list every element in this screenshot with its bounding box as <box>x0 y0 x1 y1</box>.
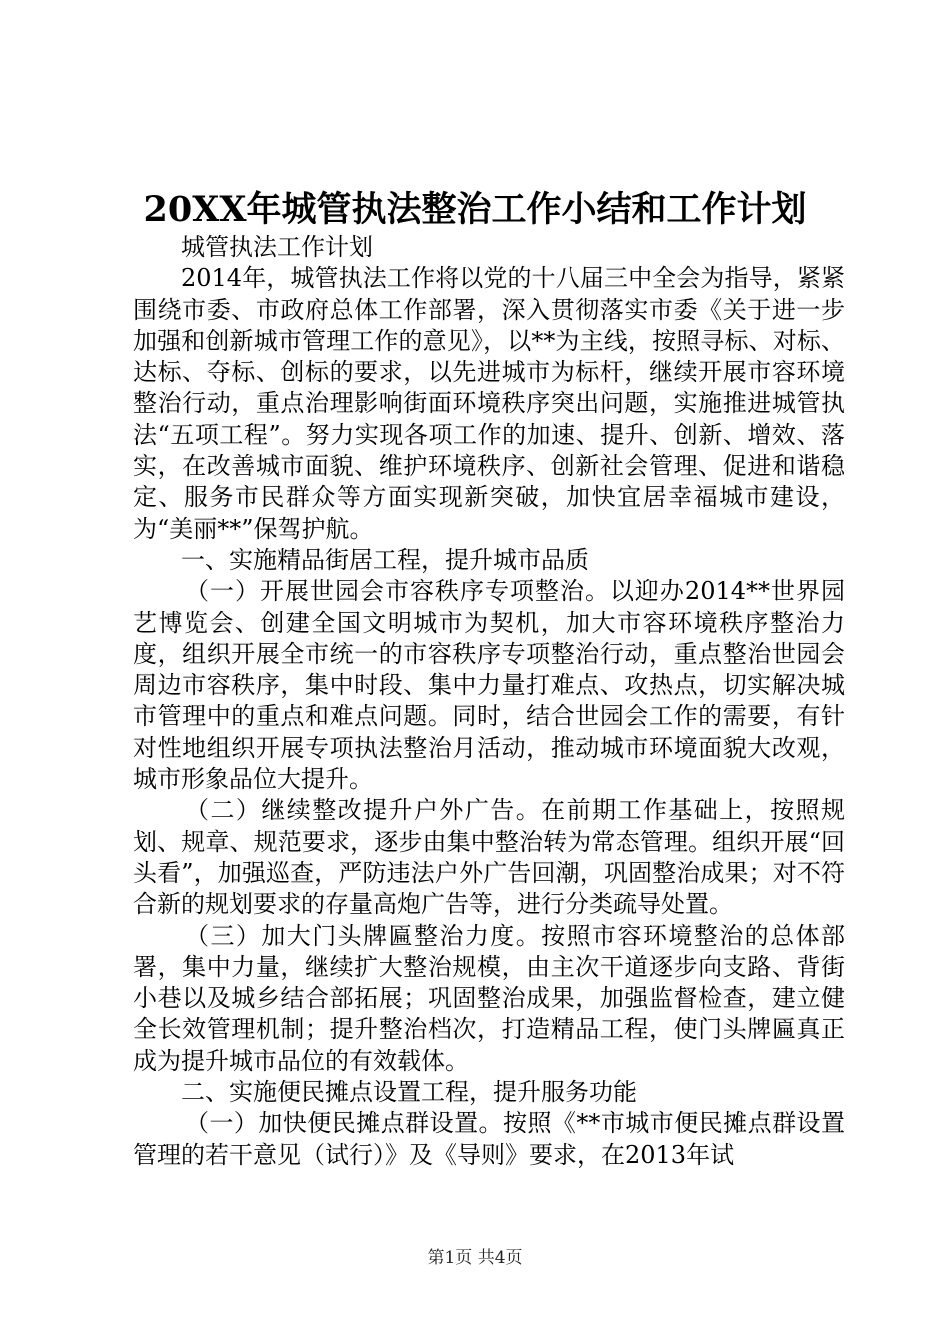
document-body <box>133 232 845 1171</box>
body-paragraph: （一）加快便民摊点群设置。按照《**市城市便民摊点群设置管理的若干意见（试行）》及《导则》要求，在2013年试 <box>133 1109 845 1169</box>
body-paragraph: （一）开展世园会市容秩序专项整治。以迎办2014**世界园艺博览会、创建全国文明城市为契机，加大市容环境秩序整治力度，组织开展全市统一的市容秩序专项整治行动，重点整治世园会周边市容秩序，集中时段、集中力量打难点、攻热点，切实解决城市管理中的重点和难点问题。同时，结合世园会工作的需要，有针对性地组织开展专项执法整治月活动，推动城市环境面貌大改观，城市形象品位大提升。 <box>133 577 845 794</box>
page-number-footer: 第1页 共4页 <box>427 1248 523 1268</box>
section-heading: 城管执法工作计划 <box>181 233 373 261</box>
document-title: 20XX年城管执法整治工作小结和工作计划 <box>143 189 807 230</box>
section-heading: 一、实施精品街居工程，提升城市品质 <box>181 545 589 574</box>
body-paragraph: （二）继续整改提升户外广告。在前期工作基础上，按照规划、规章、规范要求，逐步由集中整治转为常态管理。组织开展“回头看”，加强巡查，严防违法户外广告回潮，巩固整治成果；对不符合新的规划要求的存量高炮广告等，进行分类疏导处置。 <box>133 796 845 919</box>
body-paragraph: 2014年，城管执法工作将以党的十八届三中全会为指导，紧紧围绕市委、市政府总体工作部署，深入贯彻落实市委《关于进一步加强和创新城市管理工作的意见》，以**为主线，按照寻标、对标、达标、夺标、创标的要求，以先进城市为标杆，继续开展市容环境整治行动，重点治理影响街面环境秩序突出问题，实施推进城管执法“五项工程”。努力实现各项工作的加速、提升、创新、增效、落实，在改善城市面貌、维护环境秩序、创新社会管理、促进和谐稳定、服务市民群众等方面实现新突破，加快宜居幸福城市建设，为“美丽**”保驾护航。 <box>133 264 845 543</box>
body-paragraph: （三）加大门头牌匾整治力度。按照市容环境整治的总体部署，集中力量，继续扩大整治规模，由主次干道逐步向支路、背街小巷以及城乡结合部拓展；巩固整治成果，加强监督检查，建立健全长效管理机制；提升整治档次，打造精品工程，使门头牌匾真正成为提升城市品位的有效载体。 <box>133 921 845 1075</box>
section-heading: 二、实施便民摊点设置工程，提升服务功能 <box>181 1078 637 1107</box>
